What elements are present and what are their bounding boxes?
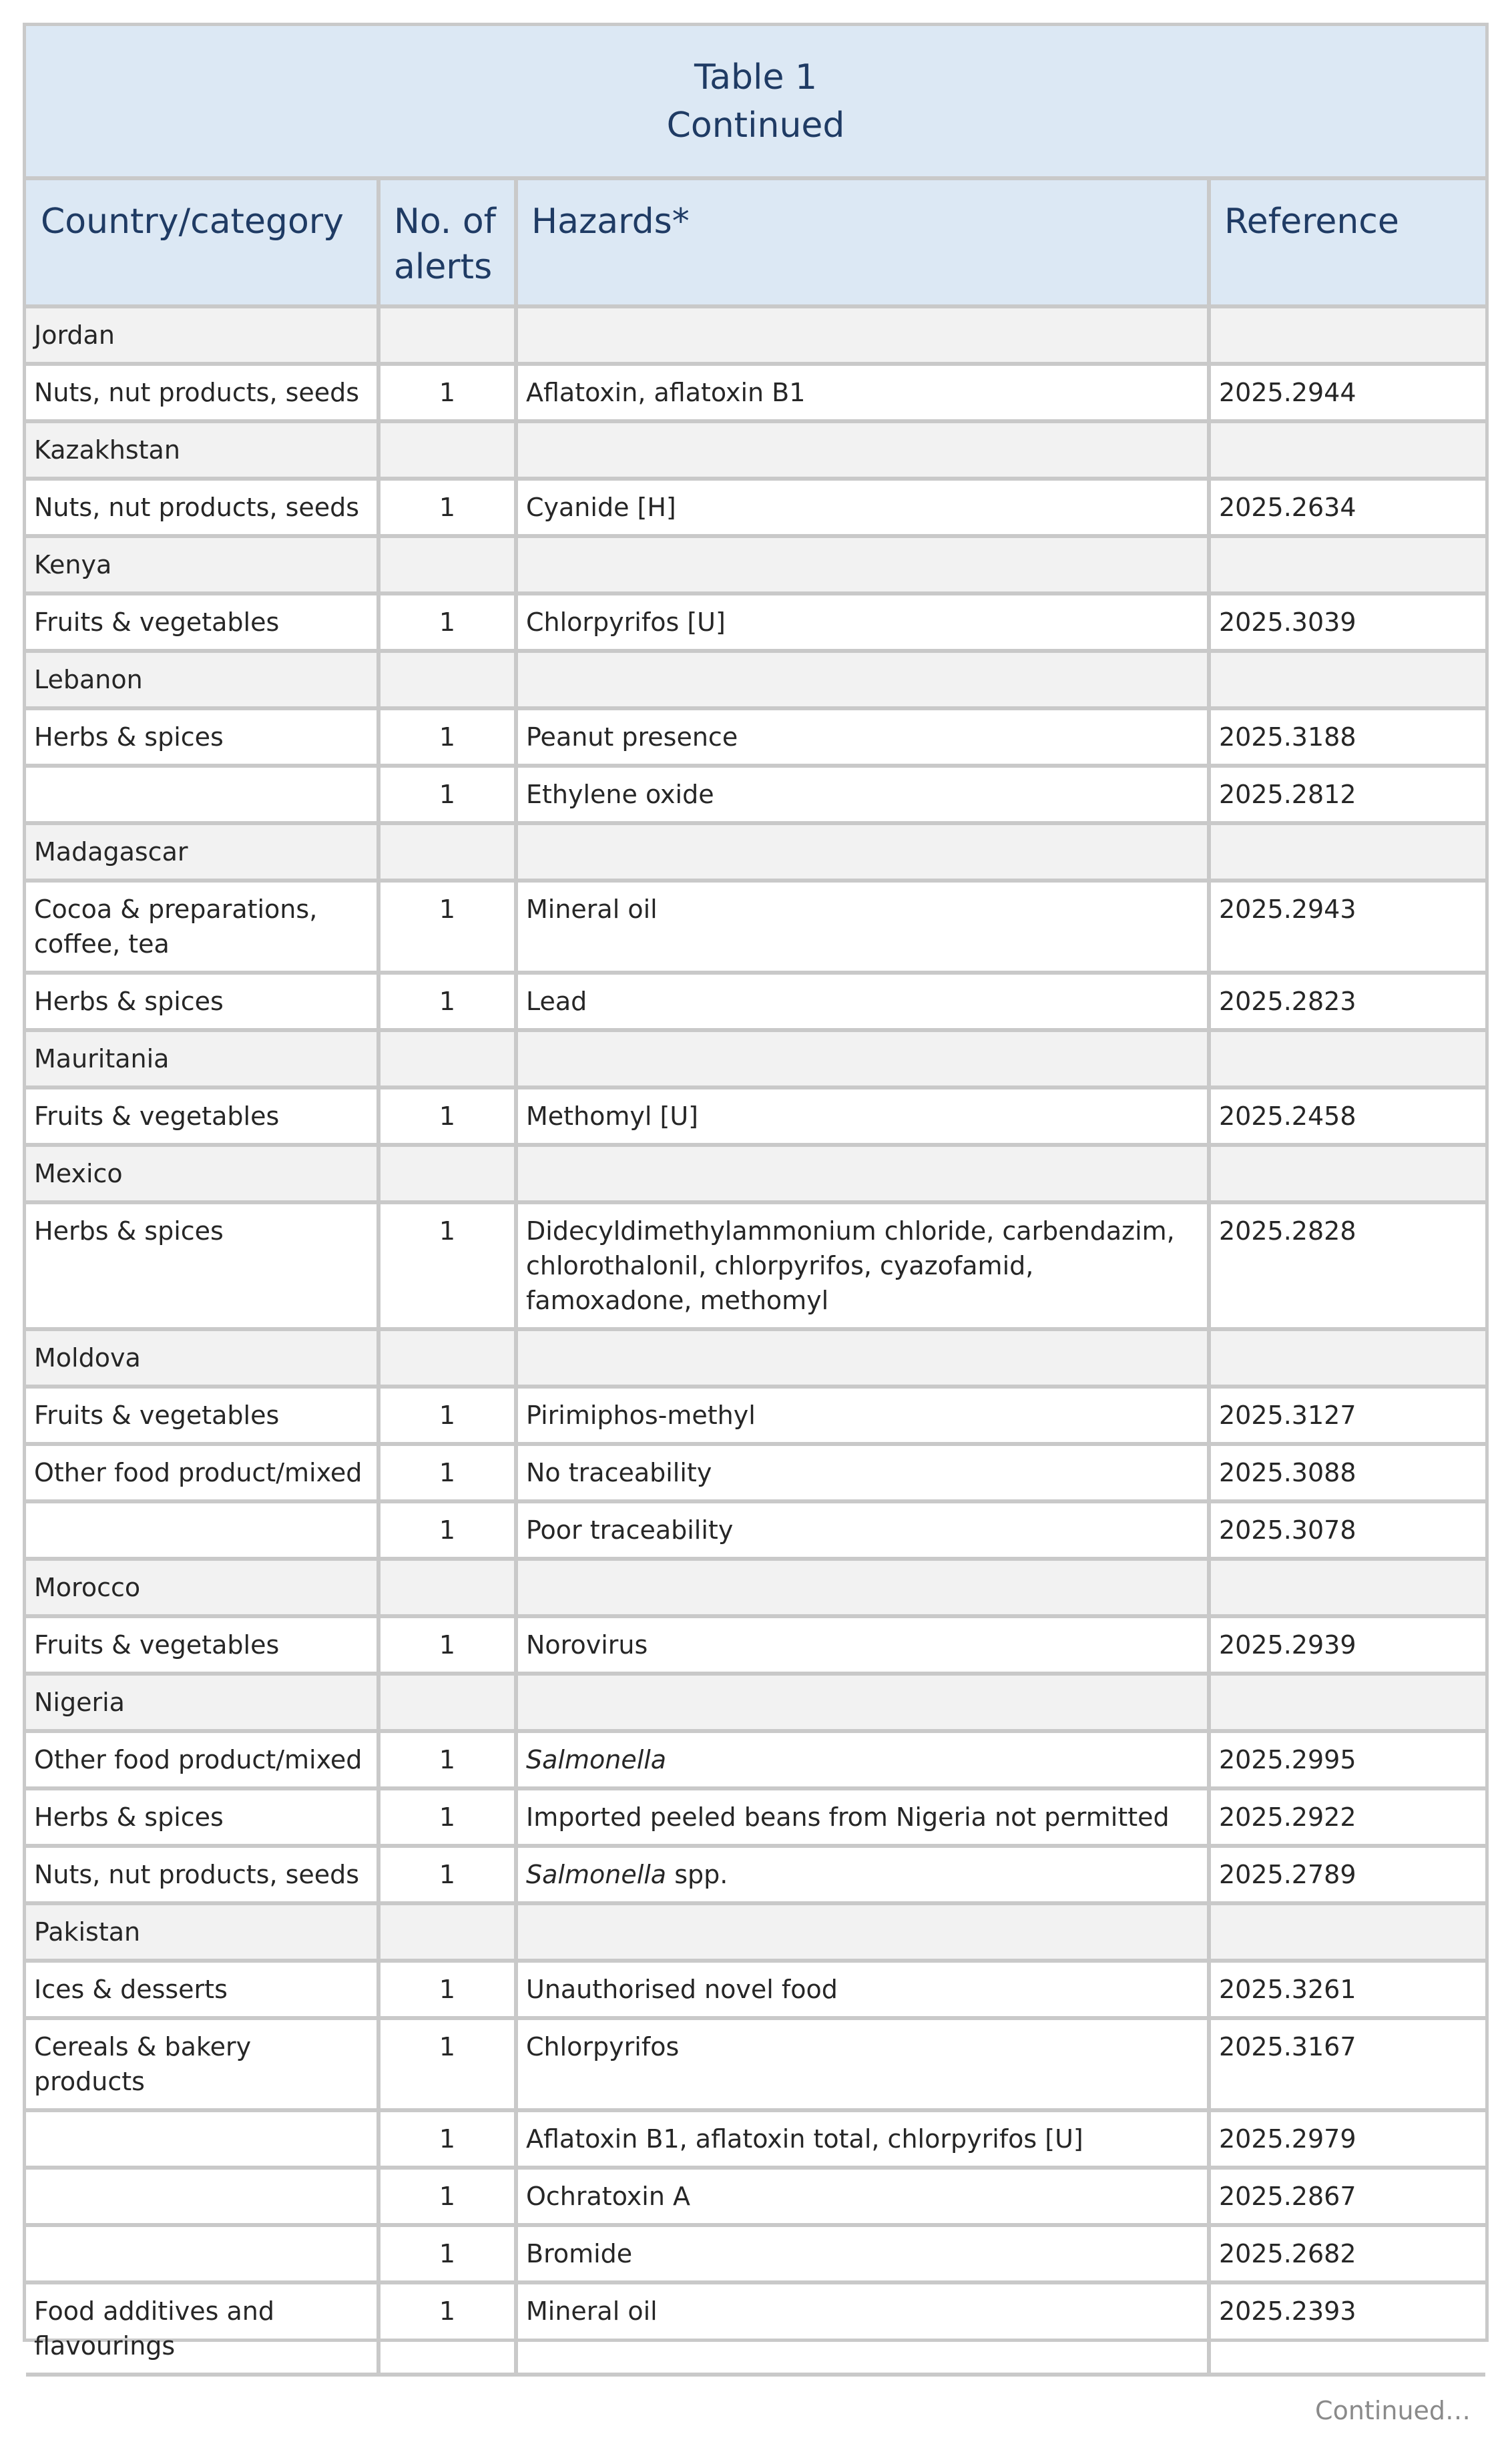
reference-cell: 2025.2995 [1209, 1731, 1485, 1788]
empty-cell [1209, 1903, 1485, 1961]
empty-cell [1209, 1030, 1485, 1087]
table-row [26, 479, 1485, 536]
empty-cell [516, 1030, 1209, 1087]
table-row [26, 708, 1485, 766]
reference-cell: 2025.3188 [1209, 708, 1485, 766]
hazard-cell: Poor traceability [516, 1501, 1209, 1559]
table-row [26, 1846, 1485, 1903]
category-cell: Other food product/mixed [26, 1731, 379, 1788]
reference-cell: 2025.2823 [1209, 973, 1485, 1030]
hazard-italic-text: Salmonella [526, 1860, 667, 1889]
category-cell: Nuts, nut products, seeds [26, 479, 379, 536]
hazard-cell: Ochratoxin A [516, 2168, 1209, 2225]
hazard-cell: Mineral oil [516, 881, 1209, 973]
empty-cell [516, 823, 1209, 881]
category-cell: Fruits & vegetables [26, 593, 379, 651]
hazards-table [26, 26, 1485, 2444]
category-cell: Nuts, nut products, seeds [26, 364, 379, 421]
empty-cell [379, 1903, 516, 1961]
empty-cell [379, 1674, 516, 1731]
table-row [26, 1501, 1485, 1559]
country-name: Kenya [26, 536, 379, 593]
reference-cell: 2025.3039 [1209, 593, 1485, 651]
category-cell: Food additives and flavourings [26, 2282, 379, 2375]
category-cell: Other food product/mixed [26, 1444, 379, 1501]
alerts-cell: 1 [379, 2018, 516, 2110]
empty-cell [516, 1329, 1209, 1387]
alerts-cell: 1 [379, 2282, 516, 2375]
country-name: Kazakhstan [26, 421, 379, 479]
alerts-cell: 1 [379, 708, 516, 766]
hazard-cell: No traceability [516, 1444, 1209, 1501]
empty-cell [516, 536, 1209, 593]
reference-cell: 2025.2939 [1209, 1616, 1485, 1674]
table-title-line1: Table 1 [694, 57, 818, 97]
country-name: Moldova [26, 1329, 379, 1387]
table-row [26, 881, 1485, 973]
hazard-cell: Didecyldimethylammonium chloride, carbendazim, chlorothalonil, chlorpyrifos, cyazofamid, famoxadone, methomyl [516, 1202, 1209, 1329]
reference-cell: 2025.3167 [1209, 2018, 1485, 2110]
alerts-cell: 1 [379, 766, 516, 823]
empty-cell [1209, 651, 1485, 708]
category-cell: Cocoa & preparations, coffee, tea [26, 881, 379, 973]
country-row [26, 1030, 1485, 1087]
header-alerts-line2: alerts [394, 247, 493, 287]
table-row [26, 2168, 1485, 2225]
table-row [26, 593, 1485, 651]
empty-cell [516, 1145, 1209, 1202]
table-row [26, 1087, 1485, 1145]
header-hazards: Hazards* [516, 178, 1209, 306]
reference-cell: 2025.2979 [1209, 2110, 1485, 2168]
country-name: Lebanon [26, 651, 379, 708]
reference-cell: 2025.2789 [1209, 1846, 1485, 1903]
table-body [26, 306, 1485, 2375]
category-cell: Cereals & bakery products [26, 2018, 379, 2110]
country-row [26, 536, 1485, 593]
alerts-cell: 1 [379, 881, 516, 973]
table-row [26, 766, 1485, 823]
table-row [26, 2018, 1485, 2110]
empty-cell [379, 651, 516, 708]
empty-cell [516, 1559, 1209, 1616]
hazard-cell: Mineral oil [516, 2282, 1209, 2375]
alerts-cell: 1 [379, 1788, 516, 1846]
hazard-cell: Chlorpyrifos [516, 2018, 1209, 2110]
hazard-cell: Aflatoxin B1, aflatoxin total, chlorpyrifos [U] [516, 2110, 1209, 2168]
empty-cell [516, 421, 1209, 479]
hazard-cell: Methomyl [U] [516, 1087, 1209, 1145]
category-cell [26, 766, 379, 823]
reference-cell: 2025.2922 [1209, 1788, 1485, 1846]
hazard-cell: Cyanide [H] [516, 479, 1209, 536]
alerts-cell: 1 [379, 364, 516, 421]
empty-cell [1209, 1674, 1485, 1731]
empty-cell [379, 1559, 516, 1616]
table-row [26, 364, 1485, 421]
category-cell [26, 2110, 379, 2168]
table-row [26, 1202, 1485, 1329]
reference-cell: 2025.2393 [1209, 2282, 1485, 2375]
category-cell: Ices & desserts [26, 1961, 379, 2018]
country-name: Mauritania [26, 1030, 379, 1087]
category-cell [26, 2225, 379, 2282]
hazard-cell: Pirimiphos-methyl [516, 1387, 1209, 1444]
empty-cell [379, 1030, 516, 1087]
hazard-cell: Bromide [516, 2225, 1209, 2282]
reference-cell: 2025.2812 [1209, 766, 1485, 823]
alerts-cell: 1 [379, 593, 516, 651]
category-cell: Herbs & spices [26, 1202, 379, 1329]
empty-cell [1209, 1559, 1485, 1616]
hazard-cell: Ethylene oxide [516, 766, 1209, 823]
header-no-of-alerts [379, 178, 516, 306]
table-row [26, 1444, 1485, 1501]
country-row [26, 1145, 1485, 1202]
hazard-cell: Chlorpyrifos [U] [516, 593, 1209, 651]
country-name: Jordan [26, 306, 379, 364]
table-row [26, 1616, 1485, 1674]
table-row [26, 1731, 1485, 1788]
empty-cell [379, 536, 516, 593]
hazard-cell: Lead [516, 973, 1209, 1030]
reference-cell: 2025.2867 [1209, 2168, 1485, 2225]
reference-cell: 2025.2828 [1209, 1202, 1485, 1329]
alerts-cell: 1 [379, 1616, 516, 1674]
reference-cell: 2025.2944 [1209, 364, 1485, 421]
empty-cell [379, 421, 516, 479]
alerts-cell: 1 [379, 2168, 516, 2225]
reference-cell: 2025.3127 [1209, 1387, 1485, 1444]
hazard-cell: Peanut presence [516, 708, 1209, 766]
reference-cell: 2025.2458 [1209, 1087, 1485, 1145]
category-cell: Nuts, nut products, seeds [26, 1846, 379, 1903]
alerts-cell: 1 [379, 1387, 516, 1444]
alerts-cell: 1 [379, 1087, 516, 1145]
reference-cell: 2025.2634 [1209, 479, 1485, 536]
country-name: Pakistan [26, 1903, 379, 1961]
hazard-rest-text: spp. [666, 1860, 728, 1889]
continued-note: Continued… [1315, 2395, 1471, 2425]
empty-cell [1209, 306, 1485, 364]
reference-cell: 2025.3088 [1209, 1444, 1485, 1501]
reference-cell: 2025.2682 [1209, 2225, 1485, 2282]
category-cell: Herbs & spices [26, 973, 379, 1030]
category-cell: Fruits & vegetables [26, 1616, 379, 1674]
empty-cell [379, 1145, 516, 1202]
empty-cell [516, 306, 1209, 364]
country-row [26, 306, 1485, 364]
hazard-italic-text: Salmonella [526, 1745, 667, 1774]
table-container [23, 23, 1489, 2425]
alerts-cell: 1 [379, 2110, 516, 2168]
alerts-cell: 1 [379, 1731, 516, 1788]
empty-cell [379, 823, 516, 881]
table-title-line2: Continued [666, 105, 845, 146]
empty-cell [1209, 1145, 1485, 1202]
country-row [26, 651, 1485, 708]
country-row [26, 1674, 1485, 1731]
header-alerts-line1: No. of [394, 202, 496, 242]
hazard-cell [516, 1731, 1209, 1788]
reference-cell: 2025.3261 [1209, 1961, 1485, 2018]
country-name: Mexico [26, 1145, 379, 1202]
table-row [26, 1961, 1485, 2018]
country-row [26, 421, 1485, 479]
empty-cell [379, 1329, 516, 1387]
empty-cell [516, 651, 1209, 708]
category-cell: Fruits & vegetables [26, 1087, 379, 1145]
header-reference: Reference [1209, 178, 1485, 306]
category-cell: Fruits & vegetables [26, 1387, 379, 1444]
alerts-cell: 1 [379, 1444, 516, 1501]
alerts-cell: 1 [379, 1961, 516, 2018]
table-title [26, 26, 1485, 178]
hazard-cell: Aflatoxin, aflatoxin B1 [516, 364, 1209, 421]
reference-cell: 2025.3078 [1209, 1501, 1485, 1559]
hazard-cell: Unauthorised novel food [516, 1961, 1209, 2018]
category-cell [26, 2168, 379, 2225]
alerts-cell: 1 [379, 973, 516, 1030]
country-name: Madagascar [26, 823, 379, 881]
alerts-cell: 1 [379, 1846, 516, 1903]
country-name: Morocco [26, 1559, 379, 1616]
table-row [26, 2110, 1485, 2168]
alerts-cell: 1 [379, 2225, 516, 2282]
hazard-cell: Imported peeled beans from Nigeria not permitted [516, 1788, 1209, 1846]
reference-cell: 2025.2943 [1209, 881, 1485, 973]
alerts-cell: 1 [379, 1501, 516, 1559]
alerts-cell: 1 [379, 1202, 516, 1329]
category-cell: Herbs & spices [26, 1788, 379, 1846]
category-cell: Herbs & spices [26, 708, 379, 766]
table-row [26, 973, 1485, 1030]
table-row [26, 2225, 1485, 2282]
hazard-cell [516, 1846, 1209, 1903]
empty-cell [1209, 823, 1485, 881]
country-row [26, 1903, 1485, 1961]
country-row [26, 1559, 1485, 1616]
table-row [26, 1788, 1485, 1846]
empty-cell [379, 306, 516, 364]
empty-cell [516, 1674, 1209, 1731]
empty-cell [1209, 1329, 1485, 1387]
empty-cell [1209, 536, 1485, 593]
alerts-cell: 1 [379, 479, 516, 536]
table-row [26, 1387, 1485, 1444]
country-row [26, 823, 1485, 881]
category-cell [26, 1501, 379, 1559]
table-row [26, 2282, 1485, 2375]
country-name: Nigeria [26, 1674, 379, 1731]
empty-cell [516, 1903, 1209, 1961]
header-country-category: Country/category [26, 178, 379, 306]
empty-cell [1209, 421, 1485, 479]
hazard-cell: Norovirus [516, 1616, 1209, 1674]
country-row [26, 1329, 1485, 1387]
